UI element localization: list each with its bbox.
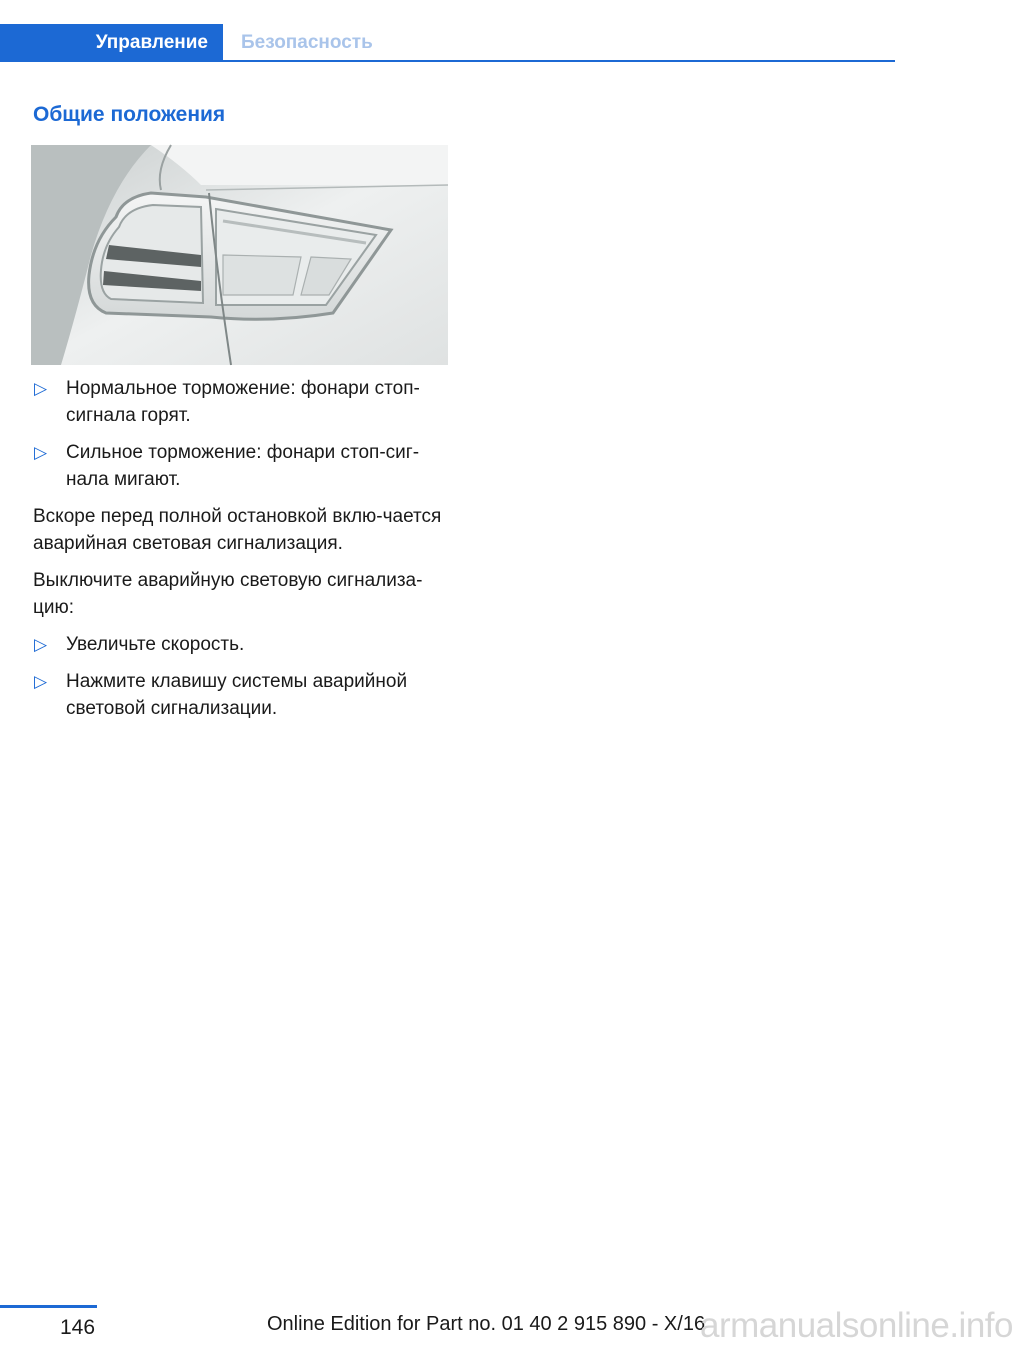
bullet-text: Увеличьте скорость. <box>66 634 245 655</box>
page-title: Общие положения <box>33 103 226 126</box>
header-divider <box>0 60 895 62</box>
bullet-triangle-icon: ▷ <box>34 443 48 462</box>
edition-text: Online Edition for Part no. 01 40 2 915 890 - X/16 <box>267 1313 706 1335</box>
bullet-triangle-icon: ▷ <box>34 379 48 398</box>
paragraph-hazard-off: Выключите аварийную световую сигнализа-цию: <box>33 570 423 618</box>
tab-bezopasnost[interactable]: Безопасность <box>241 32 373 53</box>
brake-light-illustration <box>31 145 448 365</box>
list-item <box>33 375 448 429</box>
content-body <box>33 375 448 732</box>
watermark: armanualsonline.info <box>700 1306 1013 1345</box>
page-number: 146 <box>60 1316 96 1339</box>
list-item <box>33 631 448 658</box>
list-item <box>33 668 448 722</box>
list-item <box>33 439 448 493</box>
bullet-triangle-icon: ▷ <box>34 635 48 654</box>
tab-upravlenie[interactable]: Управление <box>0 24 223 62</box>
paragraph-hazard-auto: Вскоре перед полной остановкой вклю-чается аварийная световая сигнализация. <box>33 506 442 554</box>
bullet-text: Нажмите клавишу системы аварийной световой сигнализации. <box>66 671 408 719</box>
footer-divider <box>0 1305 97 1308</box>
bullet-text: Сильное торможение: фонари стоп-сиг-нала мигают. <box>66 442 420 490</box>
bullet-text: Нормальное торможение: фонари стоп-сигнала горят. <box>66 378 420 426</box>
header-tabs <box>0 24 895 62</box>
bullet-triangle-icon: ▷ <box>34 672 48 691</box>
